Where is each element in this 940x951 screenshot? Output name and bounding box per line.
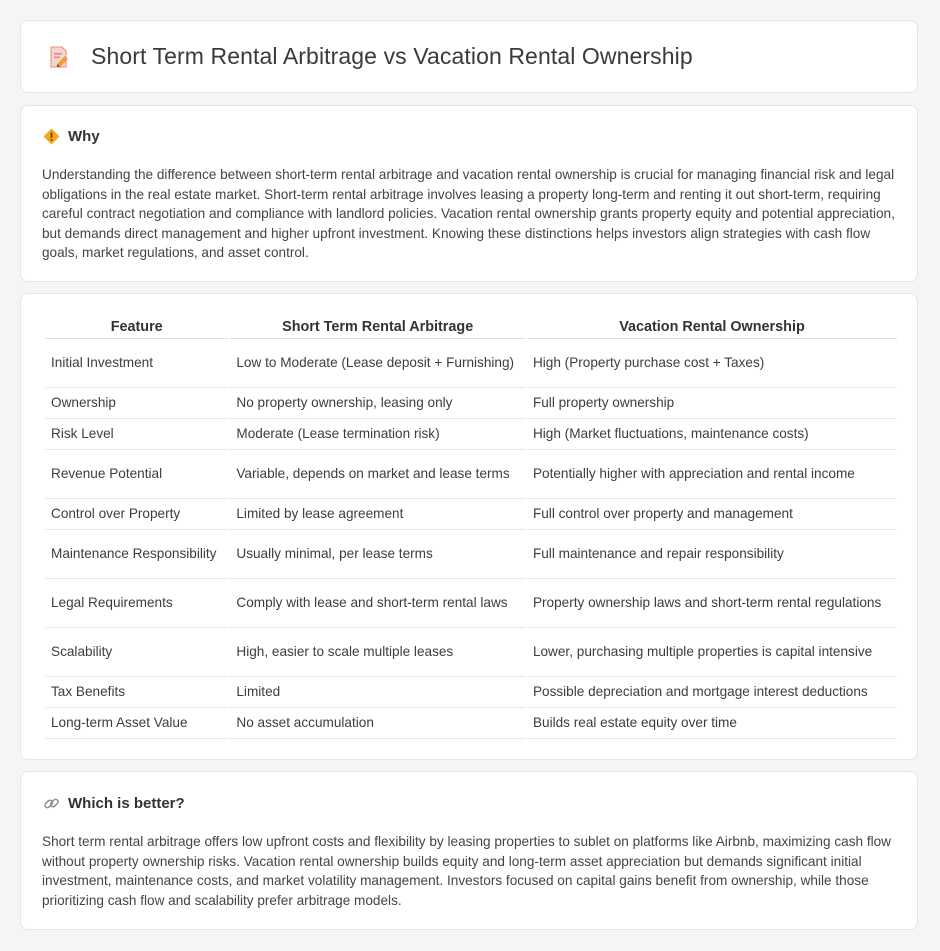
arbitrage-cell: Usually minimal, per lease terms bbox=[230, 530, 525, 579]
comparison-table-card bbox=[20, 293, 918, 760]
feature-cell: Maintenance Responsibility bbox=[45, 530, 228, 579]
ownership-cell: Full property ownership bbox=[527, 388, 897, 419]
table-row bbox=[45, 628, 897, 677]
feature-cell: Revenue Potential bbox=[45, 450, 228, 499]
arbitrage-cell: Comply with lease and short-term rental laws bbox=[230, 579, 525, 628]
arbitrage-cell: Variable, depends on market and lease terms bbox=[230, 450, 525, 499]
why-heading bbox=[43, 128, 100, 145]
table-header-row bbox=[45, 316, 897, 339]
why-heading-label: Why bbox=[68, 128, 100, 145]
which-is-better-section bbox=[20, 771, 918, 930]
ownership-cell: High (Market fluctuations, maintenance costs) bbox=[527, 419, 897, 450]
table-row bbox=[45, 677, 897, 708]
table-row bbox=[45, 450, 897, 499]
arbitrage-cell: High, easier to scale multiple leases bbox=[230, 628, 525, 677]
page-title: Short Term Rental Arbitrage vs Vacation Rental Ownership bbox=[91, 43, 693, 69]
ownership-cell: Lower, purchasing multiple properties is capital intensive bbox=[527, 628, 897, 677]
ownership-cell: Builds real estate equity over time bbox=[527, 708, 897, 739]
title-row bbox=[47, 43, 693, 70]
better-heading bbox=[43, 795, 185, 812]
feature-cell: Control over Property bbox=[45, 499, 228, 530]
table-row bbox=[45, 579, 897, 628]
feature-cell: Long-term Asset Value bbox=[45, 708, 228, 739]
comparison-table bbox=[43, 316, 899, 739]
feature-cell: Ownership bbox=[45, 388, 228, 419]
link-icon bbox=[43, 795, 60, 812]
arbitrage-cell: Moderate (Lease termination risk) bbox=[230, 419, 525, 450]
header-arbitrage: Short Term Rental Arbitrage bbox=[230, 316, 525, 339]
ownership-cell: High (Property purchase cost + Taxes) bbox=[527, 339, 897, 388]
document-pencil-icon bbox=[47, 45, 71, 69]
arbitrage-cell: No asset accumulation bbox=[230, 708, 525, 739]
arbitrage-cell: Limited bbox=[230, 677, 525, 708]
arbitrage-cell: Low to Moderate (Lease deposit + Furnishing) bbox=[230, 339, 525, 388]
table-row bbox=[45, 339, 897, 388]
warning-diamond-icon bbox=[43, 128, 60, 145]
arbitrage-cell: No property ownership, leasing only bbox=[230, 388, 525, 419]
feature-cell: Legal Requirements bbox=[45, 579, 228, 628]
why-text: Understanding the difference between short-term rental arbitrage and vacation rental ownership is crucial for managing financial risk and legal obligations in the real estate market. Short-term rental arbitrage involves leasing a property long-term and renting it out short-term, requiring careful contract negotiation and compliance with landlord policies. Vacation rental ownership grants property equity and potential appreciation, but demands direct management and higher upfront investment. Knowing these distinctions helps investors align strategies with cash flow goals, market regulations, and asset control. bbox=[42, 167, 895, 260]
why-section bbox=[20, 105, 918, 282]
ownership-cell: Full maintenance and repair responsibility bbox=[527, 530, 897, 579]
header-feature: Feature bbox=[45, 316, 228, 339]
header-ownership: Vacation Rental Ownership bbox=[527, 316, 897, 339]
table-row bbox=[45, 530, 897, 579]
title-card bbox=[20, 20, 918, 93]
table-row bbox=[45, 388, 897, 419]
ownership-cell: Potentially higher with appreciation and rental income bbox=[527, 450, 897, 499]
ownership-cell: Property ownership laws and short-term rental regulations bbox=[527, 579, 897, 628]
table-row bbox=[45, 499, 897, 530]
feature-cell: Scalability bbox=[45, 628, 228, 677]
table-row bbox=[45, 419, 897, 450]
ownership-cell: Possible depreciation and mortgage interest deductions bbox=[527, 677, 897, 708]
feature-cell: Initial Investment bbox=[45, 339, 228, 388]
better-text: Short term rental arbitrage offers low upfront costs and flexibility by leasing properties to sublet on platforms like Airbnb, maximizing cash flow without property ownership risks. Vacation rental ownership builds equity and long-term asset appreciation but demands significant initial investment, maintenance costs, and market volatility management. Investors focused on capital gains benefit from ownership, while those prioritizing cash flow and scalability prefer arbitrage models. bbox=[42, 834, 891, 908]
better-heading-label: Which is better? bbox=[68, 795, 185, 812]
arbitrage-cell: Limited by lease agreement bbox=[230, 499, 525, 530]
table-row bbox=[45, 708, 897, 739]
feature-cell: Tax Benefits bbox=[45, 677, 228, 708]
feature-cell: Risk Level bbox=[45, 419, 228, 450]
ownership-cell: Full control over property and management bbox=[527, 499, 897, 530]
